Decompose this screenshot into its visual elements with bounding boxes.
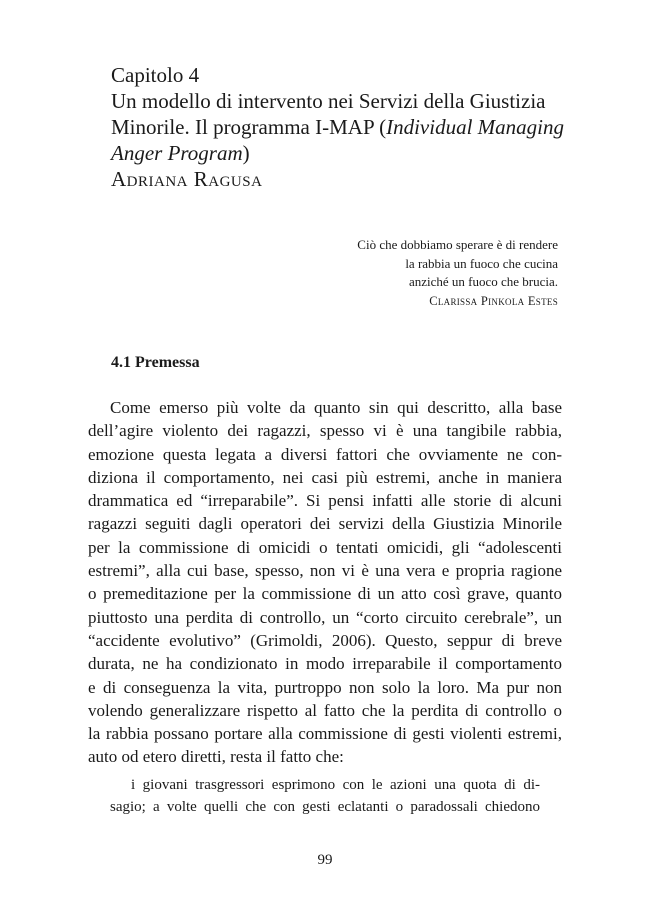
chapter-title-line-2 bbox=[111, 114, 581, 140]
chapter-title-line-1: Un modello di intervento nei Servizi della Giustizia bbox=[111, 89, 546, 113]
body-line: auto od etero diretti, resta il fatto che: bbox=[88, 747, 344, 767]
body-line: diziona il comportamento, nei casi più estremi, anche in maniera bbox=[88, 467, 562, 487]
chapter-label: Capitolo 4 bbox=[111, 63, 200, 87]
quote-line: sagio; a volte quelli che con gesti eclatanti o paradossali chiedono bbox=[110, 798, 540, 815]
body-line: emozione questa legata a diversi fattori che ovviamente ne con- bbox=[88, 444, 562, 464]
body-line: Come emerso più volte da quanto sin qui descritto, alla base bbox=[110, 398, 562, 417]
section-title: 4.1 Premessa bbox=[111, 354, 200, 371]
chapter-title-line-2-text: Minorile. Il programma I-MAP ( bbox=[111, 115, 387, 139]
body-line: estremi”, alla cui base, spesso, non vi è una vera e propria ragione bbox=[88, 561, 562, 581]
body-paragraph bbox=[88, 396, 562, 769]
epigraph-line: Ciò che dobbiamo sperare è di rendere bbox=[357, 237, 558, 252]
epigraph-line: la rabbia un fuoco che cucina bbox=[405, 255, 558, 271]
chapter-heading bbox=[111, 62, 581, 192]
body-line: durata, ne ha condizionato in modo irreparabile il comportamento bbox=[88, 654, 562, 674]
body-line: drammatica ed “irreparabile”. Si pensi infatti alle storie di alcuni bbox=[88, 491, 562, 511]
chapter-title-line-3-text: ) bbox=[242, 141, 250, 165]
block-quote bbox=[110, 775, 540, 818]
body-line: e di conseguenza la vita, purtroppo non solo la loro. Ma pur non bbox=[88, 677, 562, 697]
body-line: o premeditazione per la commissione di un atto così grave, quanto bbox=[88, 584, 562, 604]
quote-line: i giovani trasgressori esprimono con le azioni una quota di di- bbox=[131, 777, 540, 793]
epigraph-line: anziché un fuoco che brucia. bbox=[408, 274, 558, 289]
chapter-title-line-3-italic: Anger Program bbox=[111, 141, 243, 165]
body-line: piuttosto una perdita di controllo, un “corto circuito cerebrale”, un bbox=[88, 607, 562, 627]
body-line: ragazzi seguiti dagli operatori dei servizi della Giustizia Minorile bbox=[88, 514, 562, 534]
body-line: “accidente evolutivo” (Grimoldi, 2006). Questo, seppur di breve bbox=[88, 630, 562, 650]
chapter-title-line-2-italic: Individual Managing bbox=[386, 115, 564, 139]
epigraph bbox=[258, 236, 558, 310]
body-line: per la commissione di omicidi o tentati omicidi, gli “adolescenti bbox=[88, 537, 562, 557]
body-line: volendo generalizzare rispetto al fatto che la perdita di controllo o bbox=[88, 700, 562, 720]
body-line: dell’agire violento dei ragazzi, spesso vi è una tangibile rabbia, bbox=[88, 421, 562, 441]
chapter-author: Adriana Ragusa bbox=[111, 167, 263, 191]
page-number: 99 bbox=[317, 852, 333, 868]
epigraph-attribution: Clarissa Pinkola Estes bbox=[429, 293, 558, 308]
chapter-title-line-3 bbox=[111, 140, 581, 166]
body-line: la rabbia possano portare alla commissione di gesti violenti estremi, bbox=[88, 724, 562, 744]
